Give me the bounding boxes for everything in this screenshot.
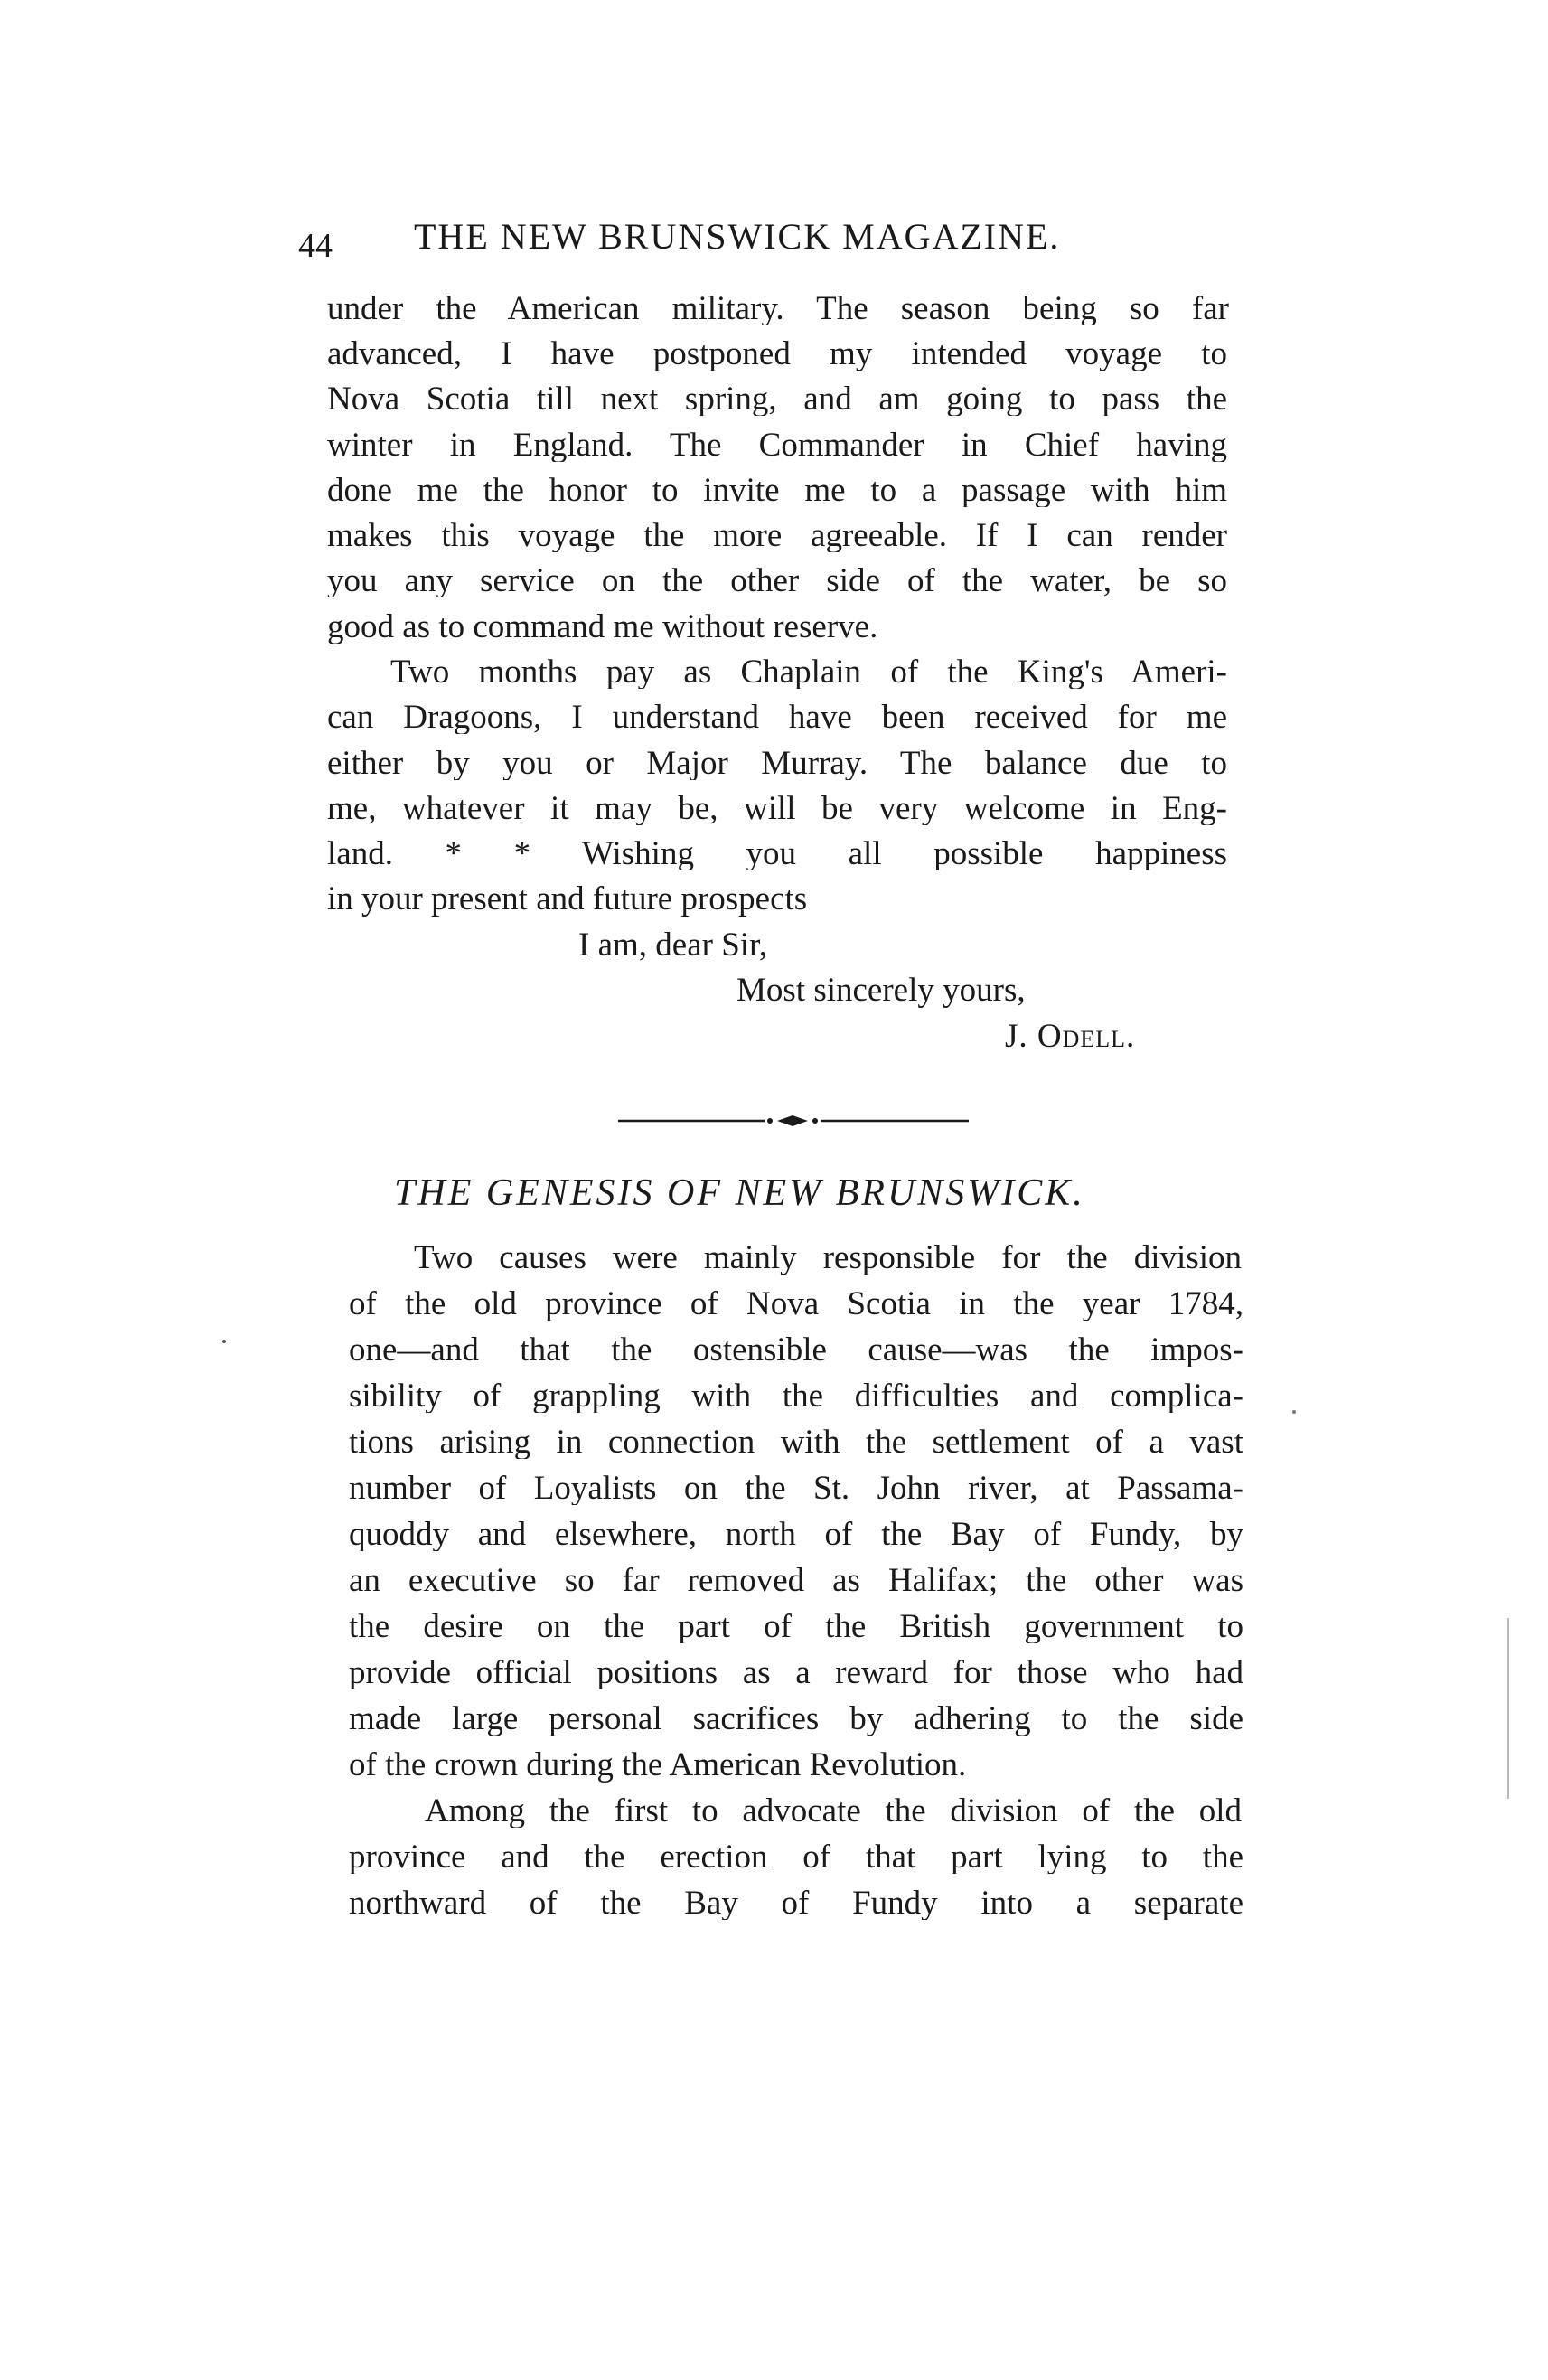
margin-dot bbox=[1292, 1410, 1296, 1414]
article-line: one—and that the ostensible cause—was the impos- bbox=[349, 1333, 1243, 1367]
article-line: tions arising in connection with the settlement of a vast bbox=[349, 1425, 1243, 1459]
margin-dot bbox=[222, 1340, 226, 1343]
letter-closing: I am, dear Sir, bbox=[578, 927, 768, 964]
letter-line: me, whatever it may be, will be very welcome in Eng- bbox=[327, 792, 1227, 825]
letter-line: Two months pay as Chaplain of the King's Ameri- bbox=[390, 655, 1227, 689]
article-line: provide official positions as a reward for those who had bbox=[349, 1656, 1243, 1689]
article-line: of the old province of Nova Scotia in the year 1784, bbox=[349, 1287, 1243, 1321]
running-header bbox=[298, 206, 1247, 265]
page-number: 44 bbox=[298, 227, 333, 265]
article-line: made large personal sacrifices by adhering to the side bbox=[349, 1702, 1243, 1736]
letter-line: winter in England. The Commander in Chief having bbox=[327, 428, 1227, 462]
article-title: THE GENESIS OF NEW BRUNSWICK. bbox=[394, 1172, 1085, 1214]
letter-line: under the American military. The season being so far bbox=[327, 292, 1229, 325]
section-divider bbox=[618, 1112, 969, 1130]
article-line: Among the first to advocate the division of the old bbox=[425, 1794, 1242, 1828]
article-line: province and the erection of that part lying to the bbox=[349, 1840, 1243, 1874]
article-line: quoddy and elsewhere, north of the Bay of Fundy, by bbox=[349, 1518, 1243, 1551]
letter-line: you any service on the other side of the water, be so bbox=[327, 564, 1227, 597]
article-line: northward of the Bay of Fundy into a separate bbox=[349, 1886, 1243, 1920]
article-line: number of Loyalists on the St. John river, at Passama- bbox=[349, 1472, 1243, 1505]
letter-line: either by you or Major Murray. The balance due to bbox=[327, 747, 1227, 780]
divider-diamond bbox=[777, 1115, 808, 1126]
divider-dot-right bbox=[812, 1118, 818, 1124]
letter-line: makes this voyage the more agreeable. If I can render bbox=[327, 519, 1227, 552]
letter-line: in your present and future prospects bbox=[327, 880, 808, 917]
divider-dot-left bbox=[767, 1118, 773, 1124]
letter-valediction: Most sincerely yours, bbox=[736, 972, 1026, 1009]
letter-line: land. * * Wishing you all possible happiness bbox=[327, 837, 1227, 870]
article-line: an executive so far removed as Halifax; the other was bbox=[349, 1564, 1243, 1597]
article-line: Two causes were mainly responsible for the division bbox=[414, 1241, 1242, 1275]
article-line: sibility of grappling with the difficulties and complica- bbox=[349, 1379, 1243, 1413]
margin-scan-mark bbox=[1507, 1618, 1509, 1799]
letter-line: done me the honor to invite me to a passage with him bbox=[327, 474, 1227, 507]
letter-line: advanced, I have postponed my intended voyage to bbox=[327, 337, 1227, 371]
magazine-title: THE NEW BRUNSWICK MAGAZINE. bbox=[414, 216, 1061, 257]
letter-line: Nova Scotia till next spring, and am going to pass the bbox=[327, 382, 1227, 416]
letter-line: good as to command me without reserve. bbox=[327, 608, 878, 645]
letter-line: can Dragoons, I understand have been received for me bbox=[327, 701, 1227, 734]
article-line: of the crown during the American Revolution. bbox=[349, 1746, 967, 1783]
letter-signature: J. Odell. bbox=[1005, 1018, 1136, 1055]
article-line: the desire on the part of the British government to bbox=[349, 1610, 1243, 1643]
